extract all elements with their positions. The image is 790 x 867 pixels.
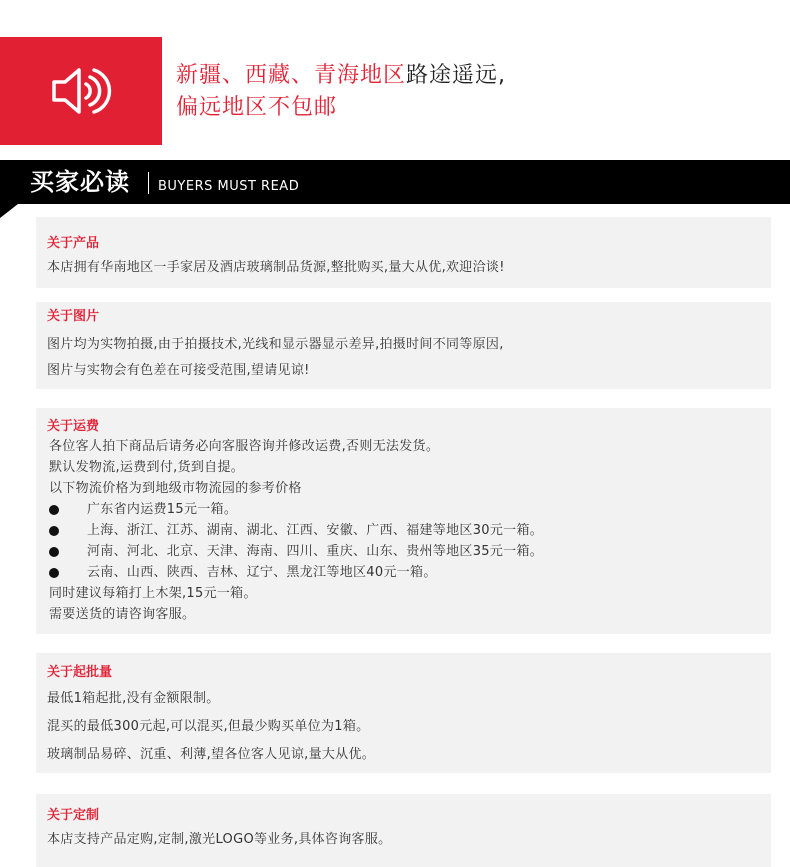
speaker-icon — [50, 65, 112, 117]
header-title-en: BUYERS MUST READ — [158, 179, 300, 194]
list-item-text: 上海、浙江、江苏、湖南、湖北、江西、安徽、广西、福建等地区30元一箱。 — [87, 523, 544, 538]
section-line: 以下物流价格为到地级市物流园的参考价格 — [49, 481, 302, 496]
bullet-icon — [49, 568, 59, 578]
section-customization — [36, 794, 771, 867]
header-title-cn: 买家必读 — [30, 168, 130, 196]
section-line: 图片与实物会有色差在可接受范围,望请见谅! — [47, 363, 310, 378]
section-line: 同时建议每箱打上木架,15元一箱。 — [49, 586, 257, 601]
section-line: 需要送货的请咨询客服。 — [49, 607, 196, 622]
section-line: 最低1箱起批,没有金额限制。 — [47, 691, 220, 706]
list-item — [49, 520, 771, 541]
section-line: 本店拥有华南地区一手家居及酒店玻璃制品货源,整批购买,量大从优,欢迎洽谈! — [47, 260, 505, 275]
list-item — [49, 499, 771, 520]
notice-icon-box — [0, 37, 162, 145]
section-title: 关于定制 — [47, 808, 100, 823]
notice-regions: 新疆、西藏、青海地区 — [176, 63, 407, 88]
shipping-notice — [176, 60, 506, 124]
section-pictures — [36, 302, 771, 389]
list-item — [49, 562, 771, 583]
section-title: 关于产品 — [47, 236, 100, 251]
bullet-icon — [49, 505, 59, 515]
list-item-text: 云南、山西、陕西、吉林、辽宁、黑龙江等地区40元一箱。 — [87, 565, 437, 580]
section-shipping — [36, 408, 771, 634]
list-item-text: 广东省内运费15元一箱。 — [87, 502, 238, 517]
bullet-icon — [49, 526, 59, 536]
section-product — [36, 217, 771, 288]
section-title: 关于运费 — [47, 419, 100, 434]
section-minimum-order — [36, 653, 771, 773]
bullet-icon — [49, 547, 59, 557]
section-line: 默认发物流,运费到付,货到自提。 — [49, 460, 245, 475]
header-divider — [148, 172, 149, 194]
section-title: 关于图片 — [47, 309, 100, 324]
notice-far: 路途遥远, — [406, 63, 507, 88]
section-line: 玻璃制品易碎、沉重、利薄,望各位客人见谅,量大从优。 — [47, 747, 376, 762]
buyers-must-read-header — [0, 160, 790, 204]
section-line: 混买的最低300元起,可以混买,但最少购买单位为1箱。 — [47, 719, 370, 734]
section-title: 关于起批量 — [47, 665, 113, 680]
list-item — [49, 541, 771, 562]
list-item-text: 河南、河北、北京、天津、海南、四川、重庆、山东、贵州等地区35元一箱。 — [87, 544, 544, 559]
header-wedge — [0, 204, 18, 218]
section-line: 图片均为实物拍摄,由于拍摄技术,光线和显示器显示差异,拍摄时间不同等原因, — [47, 337, 504, 352]
section-line: 各位客人拍下商品后请务必向客服咨询并修改运费,否则无法发货。 — [49, 439, 440, 454]
notice-no-free-shipping: 偏远地区不包邮 — [176, 95, 338, 120]
section-line: 本店支持产品定购,定制,激光LOGO等业务,具体咨询客服。 — [47, 832, 392, 847]
